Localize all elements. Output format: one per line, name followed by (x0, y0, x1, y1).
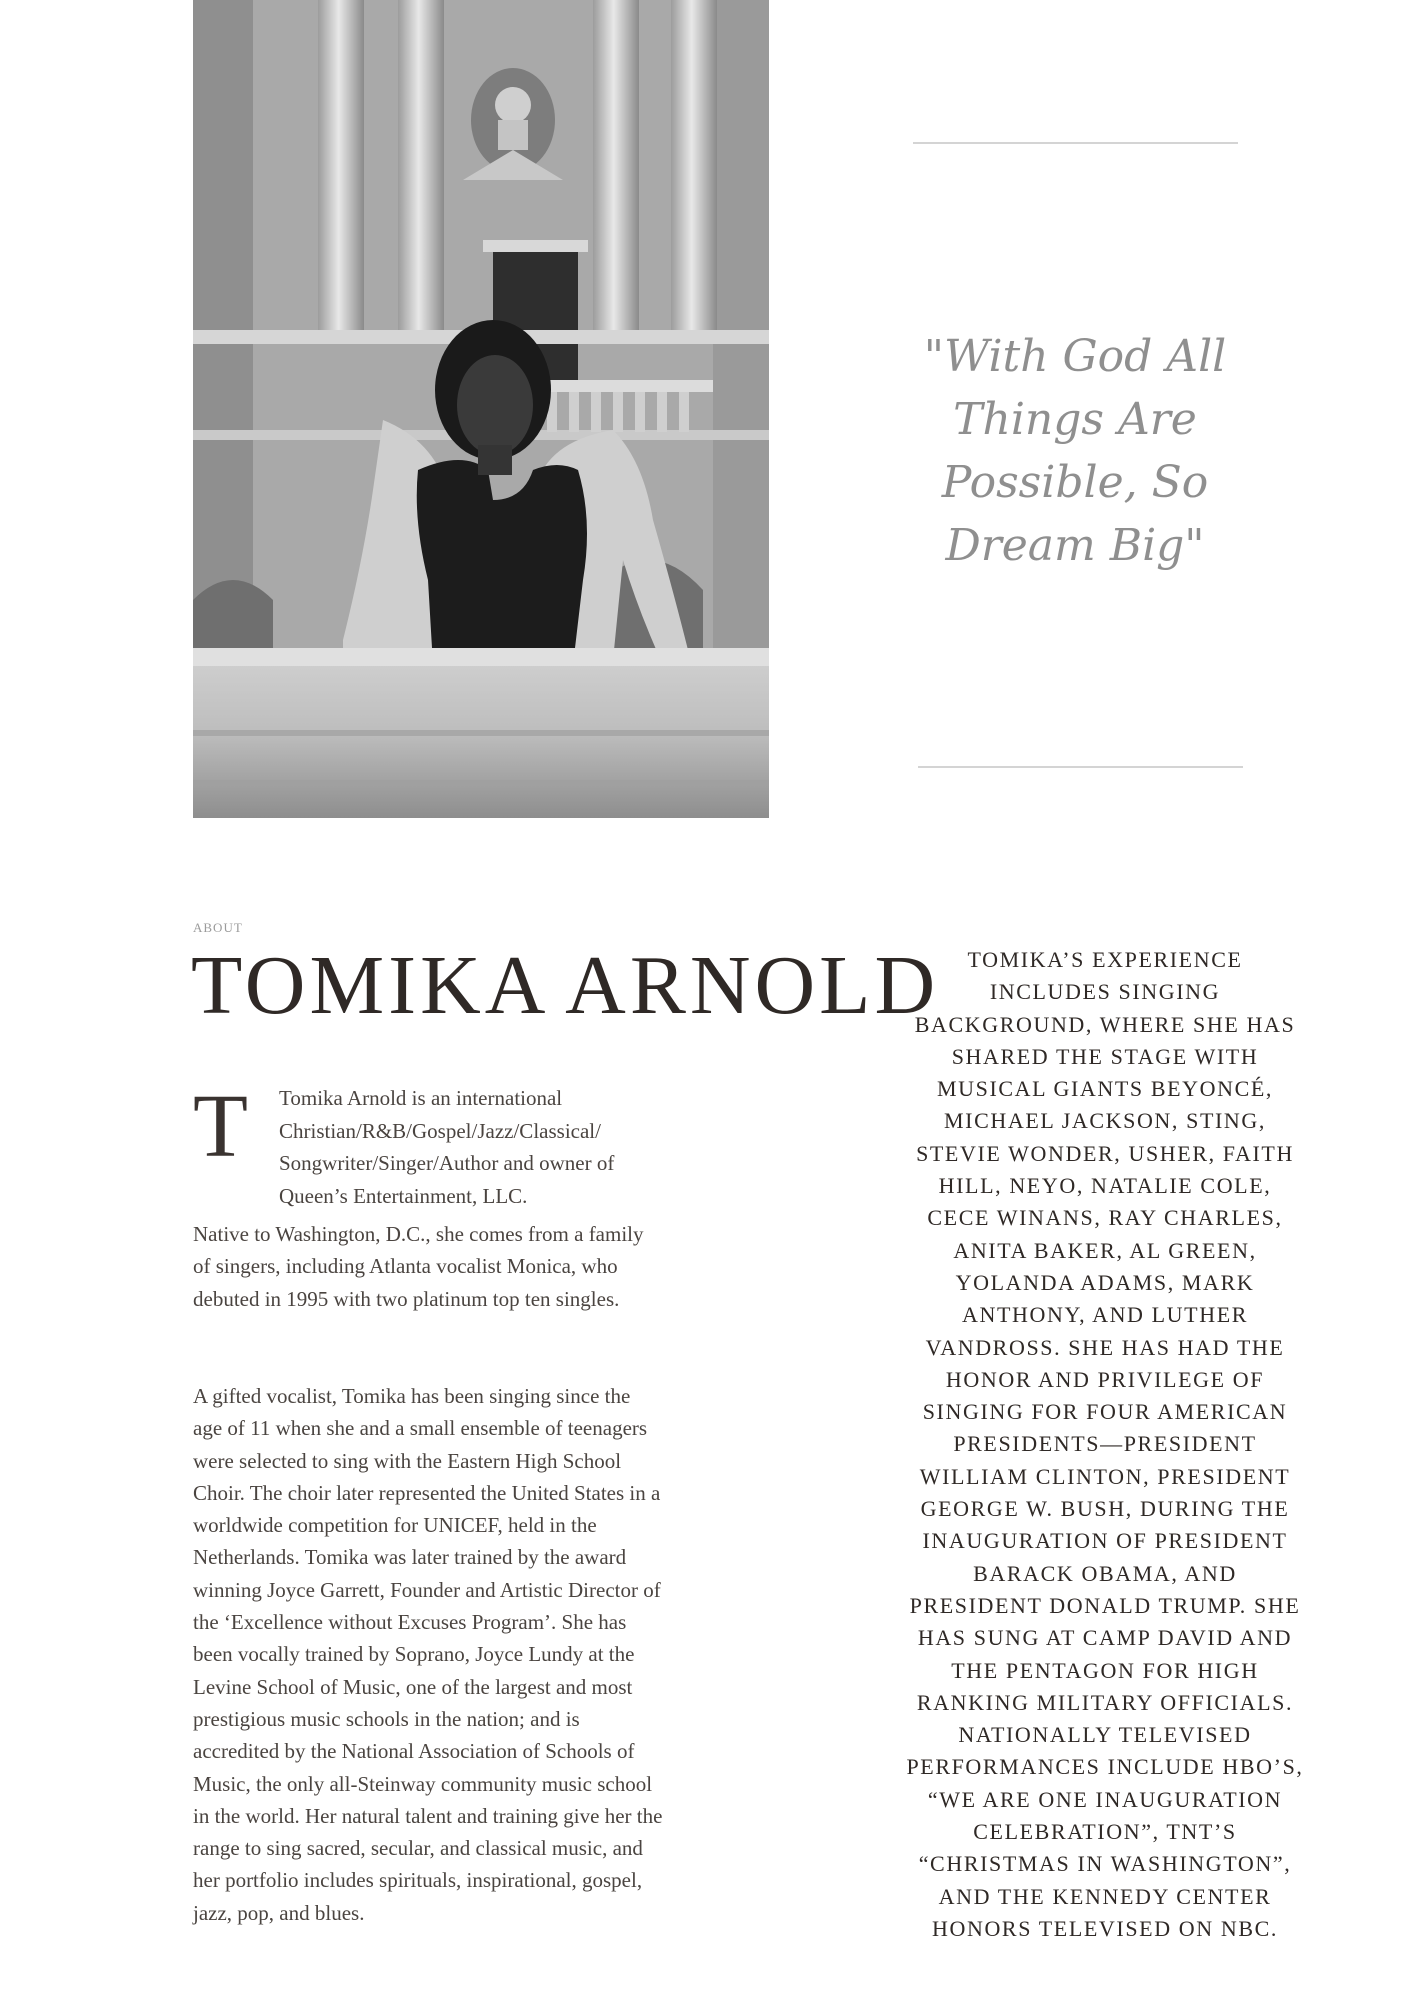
bio-paragraph-1: Native to Washington, D.C., she comes from a family of singers, including Atlanta vocalist Monica, who debuted in 1995 with two platinum top ten singles. (193, 1222, 644, 1311)
drop-cap: T (193, 1077, 248, 1176)
quote-divider-top (913, 142, 1238, 144)
pull-quote: "With God All Things Are Possible, So Dream Big" (923, 331, 1227, 571)
portrait-photo-icon (193, 0, 769, 818)
page-title: TOMIKA ARNOLD (191, 939, 940, 1032)
intro-paragraph (193, 1077, 663, 1212)
bio-paragraph-2: A gifted vocalist, Tomika has been singing since the age of 11 when she and a small ensemble of teenagers were selected to sing with the Eastern High School Choir. The choir later represented the United States in a worldwide competition for UNICEF, held in the Netherlands. Tomika was later trained by the award winning Joyce Garrett, Founder and Artistic Director of the ‘Excellence without Excuses Program’. She has been vocally trained by Soprano, Joyce Lundy at the Levine School of Music, one of the largest and most prestigious music schools in the nation; and is accredited by the National Association of Schools of Music, the only all-Steinway community music school in the world. Her natural talent and training give her the range to sing sacred, secular, and classical music, and her portfolio includes spirituals, inspirational, gospel, jazz, pop, and blues. (193, 1384, 663, 1925)
portrait-photo (193, 0, 769, 818)
experience-text: TOMIKA’S EXPERIENCE INCLUDES SINGING BACKGROUND, WHERE SHE HAS SHARED THE STAGE WITH MUSICAL GIANTS BEYONCÉ, MICHAEL JACKSON, STING, STEVIE WONDER, USHER, FAITH HILL, NEYO, NATALIE COLE, CECE WINANS, RAY CHARLES, ANITA BAKER, AL GREEN, YOLANDA ADAMS, MARK ANTHONY, AND LUTHER VANDROSS. SHE HAS HAD THE HONOR AND PRIVILEGE OF SINGING FOR FOUR AMERICAN PRESIDENTS—PRESIDENT WILLIAM CLINTON, PRESIDENT GEORGE W. BUSH, DURING THE INAUGURATION OF PRESIDENT BARACK OBAMA, AND PRESIDENT DONALD TRUMP. SHE HAS SUNG AT CAMP DAVID AND THE PENTAGON FOR HIGH RANKING MILITARY OFFICIALS. NATIONALLY TELEVISED PERFORMANCES INCLUDE HBO’S, “WE ARE ONE INAUGURATION CELEBRATION”, TNT’S “CHRISTMAS IN WASHINGTON”, AND THE KENNEDY CENTER HONORS TELEVISED ON NBC. (906, 947, 1304, 1941)
quote-divider-bottom (918, 766, 1243, 768)
section-label: ABOUT (193, 920, 243, 935)
intro-text: Tomika Arnold is an international Christian/R&B/Gospel/Jazz/Classical/ Songwriter/Singer/Author and owner of Queen’s Entertainment, LLC. (279, 1086, 615, 1208)
